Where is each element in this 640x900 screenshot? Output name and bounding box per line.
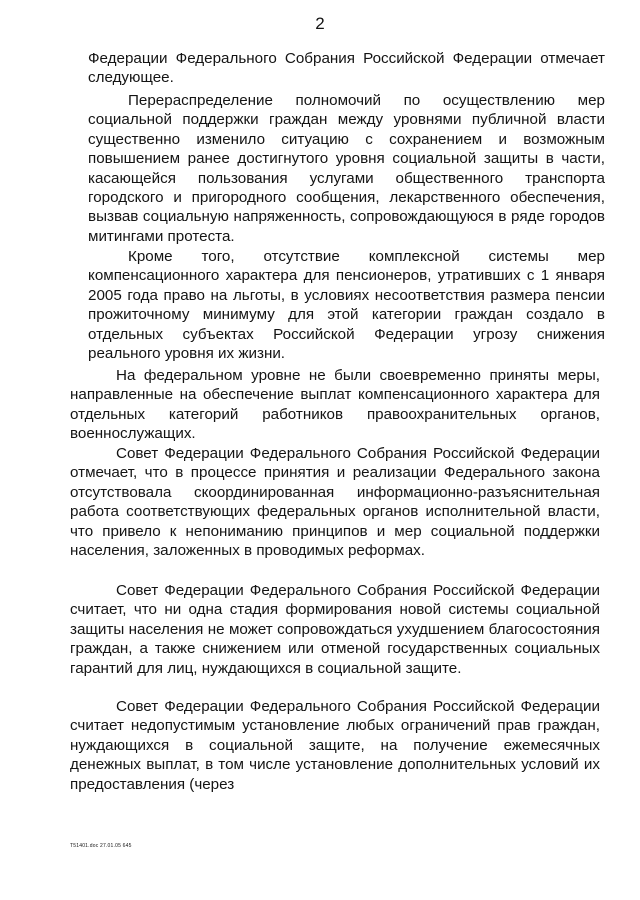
paragraph-4: На федеральном уровне не были своевременно приняты меры, направленные на обеспечение выплат компенсационного характера для отдельных категорий работников правоохранительных органов, военнослужащих.	[70, 367, 600, 443]
paragraph-5: Совет Федерации Федерального Собрания Российской Федерации отмечает, что в процессе принятия и реализации Федерального закона отсутствовала скоординированная информационно-разъяснительная работа соответствующих федеральных органов исполнительной власти, что привело к непониманию принципов и мер социальной поддержки населения, заложенных в проводимых реформах.	[70, 445, 600, 560]
paragraph-1: Федерации Федерального Собрания Российской Федерации отмечает следующее.	[88, 50, 605, 87]
page-number: 2	[315, 14, 325, 33]
footer-file-reference: T51401.doc 27.01.05 645	[70, 843, 132, 849]
paragraph-7: Совет Федерации Федерального Собрания Российской Федерации считает недопустимым установление любых ограничений прав граждан, нуждающихся в социальной защите, на получение ежемесячных денежных выплат, в том числе установление дополнительных условий их предоставления (через	[70, 698, 600, 793]
paragraph-6: Совет Федерации Федерального Собрания Российской Федерации считает, что ни одна стадия формирования новой системы социальной защиты населения не может сопровождаться ухудшением благосостояния граждан, а также снижением или отменой государственных социальных гарантий для лиц, нуждающихся в социальной защите.	[70, 582, 600, 677]
paragraph-2: Перераспределение полномочий по осуществлению мер социальной поддержки граждан между уровнями публичной власти существенно изменило ситуацию с сохранением и возможным повышением ранее достигнутого уровня социальной защиты в части, касающейся пользования услугами общественного транспорта городского и пригородного сообщения, лекарственного обеспечения, вызвав социальную напряженность, сопровождающуюся в ряде городов митингами протеста.	[88, 92, 605, 245]
paragraph-3: Кроме того, отсутствие комплексной системы мер компенсационного характера для пенсионеров, утративших с 1 января 2005 года право на льготы, в условиях несоответствия размера пенсии прожиточному минимуму для этой категории граждан создало в отдельных субъектах Российской Федерации угрозу снижения реального уровня их жизни.	[88, 248, 605, 363]
